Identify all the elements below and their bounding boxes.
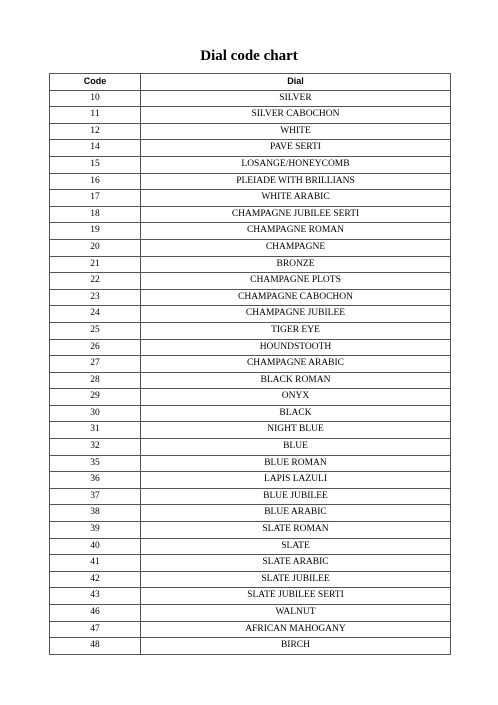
- code-cell: 26: [50, 339, 141, 356]
- code-cell: 30: [50, 405, 141, 422]
- table-row: [50, 173, 451, 190]
- dial-cell: CHAMPAGNE: [141, 239, 451, 256]
- code-cell: 28: [50, 372, 141, 389]
- dial-cell: CHAMPAGNE CABOCHON: [141, 289, 451, 306]
- code-cell: 12: [50, 123, 141, 140]
- code-cell: 25: [50, 322, 141, 339]
- dial-cell: BLUE JUBILEE: [141, 488, 451, 505]
- code-cell: 38: [50, 505, 141, 522]
- table-row: [50, 555, 451, 572]
- page-title: Dial code chart: [200, 48, 298, 64]
- dial-cell: SILVER CABOCHON: [141, 107, 451, 124]
- table-row: [50, 156, 451, 173]
- table-row: [50, 522, 451, 539]
- table-row: [50, 123, 451, 140]
- table-row: [50, 638, 451, 655]
- code-cell: 23: [50, 289, 141, 306]
- dial-cell: BLACK ROMAN: [141, 372, 451, 389]
- table-body: [50, 90, 451, 654]
- table-row: [50, 356, 451, 373]
- code-cell: 17: [50, 190, 141, 207]
- table-row: [50, 621, 451, 638]
- dial-code-table: [49, 73, 451, 655]
- dial-cell: BIRCH: [141, 638, 451, 655]
- dial-cell: ONYX: [141, 389, 451, 406]
- code-cell: 10: [50, 90, 141, 107]
- table-row: [50, 322, 451, 339]
- table-row: [50, 256, 451, 273]
- table-row: [50, 190, 451, 207]
- table-row: [50, 339, 451, 356]
- dial-cell: SLATE: [141, 538, 451, 555]
- dial-cell: LOSANGE/HONEYCOMB: [141, 156, 451, 173]
- code-cell: 47: [50, 621, 141, 638]
- dial-cell: PLEIADE WITH BRILLIANS: [141, 173, 451, 190]
- table-row: [50, 439, 451, 456]
- table-row: [50, 588, 451, 605]
- table-row: [50, 571, 451, 588]
- dial-cell: WHITE: [141, 123, 451, 140]
- code-cell: 15: [50, 156, 141, 173]
- code-cell: 48: [50, 638, 141, 655]
- code-cell: 43: [50, 588, 141, 605]
- dial-cell: WALNUT: [141, 605, 451, 622]
- dial-cell: SLATE JUBILEE: [141, 571, 451, 588]
- dial-cell: LAPIS LAZULI: [141, 472, 451, 489]
- table-row: [50, 140, 451, 157]
- code-cell: 11: [50, 107, 141, 124]
- dial-cell: SLATE ROMAN: [141, 522, 451, 539]
- table-row: [50, 107, 451, 124]
- column-header-code: Code: [50, 74, 141, 91]
- dial-cell: CHAMPAGNE JUBILEE: [141, 306, 451, 323]
- dial-cell: BLUE ROMAN: [141, 455, 451, 472]
- dial-cell: SLATE JUBILEE SERTI: [141, 588, 451, 605]
- code-cell: 18: [50, 206, 141, 223]
- code-cell: 42: [50, 571, 141, 588]
- dial-cell: CHAMPAGNE ROMAN: [141, 223, 451, 240]
- code-cell: 36: [50, 472, 141, 489]
- table-row: [50, 455, 451, 472]
- table-row: [50, 422, 451, 439]
- table-row: [50, 273, 451, 290]
- code-cell: 41: [50, 555, 141, 572]
- code-cell: 19: [50, 223, 141, 240]
- code-cell: 37: [50, 488, 141, 505]
- code-cell: 39: [50, 522, 141, 539]
- table-row: [50, 605, 451, 622]
- dial-cell: CHAMPAGNE JUBILEE SERTI: [141, 206, 451, 223]
- dial-cell: PAVE SERTI: [141, 140, 451, 157]
- table-row: [50, 538, 451, 555]
- table-row: [50, 206, 451, 223]
- dial-cell: SLATE ARABIC: [141, 555, 451, 572]
- code-cell: 32: [50, 439, 141, 456]
- code-cell: 20: [50, 239, 141, 256]
- dial-cell: BLUE ARABIC: [141, 505, 451, 522]
- table-row: [50, 488, 451, 505]
- dial-cell: NIGHT BLUE: [141, 422, 451, 439]
- code-cell: 16: [50, 173, 141, 190]
- dial-cell: AFRICAN MAHOGANY: [141, 621, 451, 638]
- code-cell: 40: [50, 538, 141, 555]
- dial-cell: HOUNDSTOOTH: [141, 339, 451, 356]
- dial-cell: BLUE: [141, 439, 451, 456]
- code-cell: 31: [50, 422, 141, 439]
- dial-cell: WHITE ARABIC: [141, 190, 451, 207]
- dial-cell: CHAMPAGNE PLOTS: [141, 273, 451, 290]
- table-row: [50, 289, 451, 306]
- dial-cell: BRONZE: [141, 256, 451, 273]
- table-row: [50, 239, 451, 256]
- table-row: [50, 405, 451, 422]
- column-header-dial: Dial: [141, 74, 451, 91]
- table-row: [50, 372, 451, 389]
- dial-cell: TIGER EYE: [141, 322, 451, 339]
- code-cell: 21: [50, 256, 141, 273]
- dial-cell: BLACK: [141, 405, 451, 422]
- code-cell: 29: [50, 389, 141, 406]
- code-cell: 35: [50, 455, 141, 472]
- code-cell: 24: [50, 306, 141, 323]
- table-row: [50, 389, 451, 406]
- dial-cell: CHAMPAGNE ARABIC: [141, 356, 451, 373]
- table-row: [50, 505, 451, 522]
- code-cell: 14: [50, 140, 141, 157]
- table-row: [50, 472, 451, 489]
- table-row: [50, 306, 451, 323]
- table-row: [50, 90, 451, 107]
- code-cell: 27: [50, 356, 141, 373]
- table-header-row: [50, 74, 451, 91]
- code-cell: 22: [50, 273, 141, 290]
- table-row: [50, 223, 451, 240]
- code-cell: 46: [50, 605, 141, 622]
- dial-cell: SILVER: [141, 90, 451, 107]
